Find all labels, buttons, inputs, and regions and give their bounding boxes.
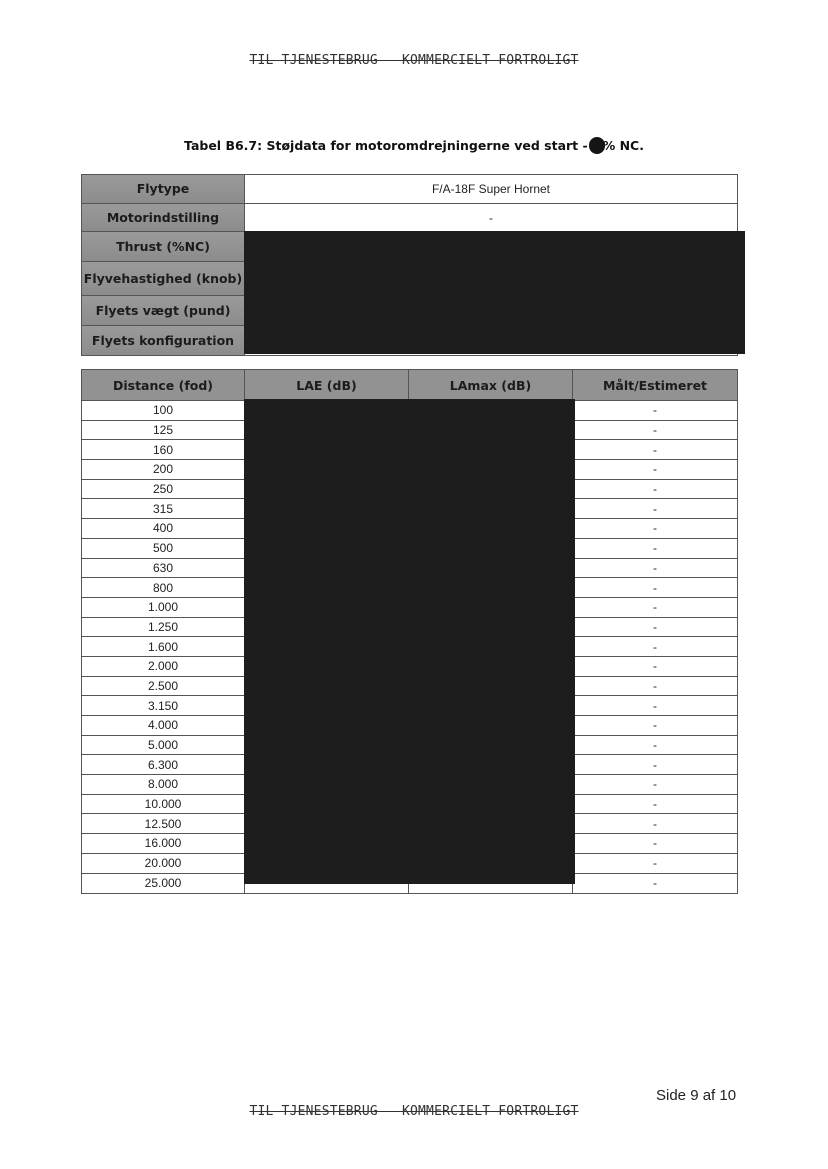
aircraft-info-value: - bbox=[489, 210, 493, 225]
measured-cell: - bbox=[653, 738, 657, 753]
aircraft-info-label: Flyvehastighed (knob) bbox=[82, 262, 245, 295]
redaction-block-aircraft bbox=[244, 231, 745, 354]
aircraft-info-label: Flyets vægt (pund) bbox=[82, 296, 245, 325]
distance-cell: 8.000 bbox=[82, 775, 245, 794]
measured-cell: - bbox=[653, 580, 657, 595]
measured-cell: - bbox=[653, 718, 657, 733]
table-title-text: Tabel B6.7: Støjdata for motoromdrejningerne ved start - bbox=[184, 138, 588, 153]
distance-cell: 3.150 bbox=[82, 696, 245, 715]
distance-cell: 10.000 bbox=[82, 795, 245, 814]
measured-cell: - bbox=[653, 876, 657, 891]
measured-cell: - bbox=[653, 462, 657, 477]
distance-cell: 250 bbox=[82, 480, 245, 499]
distance-cell: 6.300 bbox=[82, 755, 245, 774]
page-number: Side 9 af 10 bbox=[656, 1087, 737, 1104]
table-title-suffix: % NC. bbox=[602, 138, 644, 153]
measured-cell: - bbox=[653, 797, 657, 812]
distance-cell: 400 bbox=[82, 519, 245, 538]
aircraft-info-row bbox=[82, 175, 737, 204]
distance-cell: 500 bbox=[82, 539, 245, 558]
distance-cell: 25.000 bbox=[82, 874, 245, 894]
distance-cell: 200 bbox=[82, 460, 245, 479]
measured-cell: - bbox=[653, 600, 657, 615]
distance-cell: 2.500 bbox=[82, 677, 245, 696]
measured-cell: - bbox=[653, 678, 657, 693]
distance-cell: 100 bbox=[82, 401, 245, 420]
header-lamax: LAmax (dB) bbox=[409, 370, 573, 400]
aircraft-info-row bbox=[82, 204, 737, 232]
distance-cell: 12.500 bbox=[82, 814, 245, 833]
measured-cell: - bbox=[653, 757, 657, 772]
measured-cell: - bbox=[653, 816, 657, 831]
measured-cell: - bbox=[653, 698, 657, 713]
measured-cell: - bbox=[653, 541, 657, 556]
table-title bbox=[0, 137, 828, 154]
aircraft-info-label: Thrust (%NC) bbox=[82, 232, 245, 261]
distance-cell: 1.600 bbox=[82, 637, 245, 656]
distance-cell: 16.000 bbox=[82, 834, 245, 853]
distance-cell: 315 bbox=[82, 499, 245, 518]
measured-cell: - bbox=[653, 521, 657, 536]
measured-cell: - bbox=[653, 482, 657, 497]
aircraft-info-label: Flyets konfiguration bbox=[82, 326, 245, 355]
measured-cell: - bbox=[653, 560, 657, 575]
measured-cell: - bbox=[653, 501, 657, 516]
measured-cell: - bbox=[653, 639, 657, 654]
aircraft-info-label: Flytype bbox=[82, 175, 245, 203]
distance-cell: 5.000 bbox=[82, 736, 245, 755]
header-measured-estimated: Målt/Estimeret bbox=[602, 377, 708, 393]
measured-cell: - bbox=[653, 856, 657, 871]
header-distance: Distance (fod) bbox=[82, 370, 245, 400]
distance-cell: 800 bbox=[82, 578, 245, 597]
footer-confidential-stamp: TIL TJENESTEBRUG – KOMMERCIELT FORTROLIGT bbox=[249, 1104, 579, 1119]
measured-cell: - bbox=[653, 619, 657, 634]
measured-cell: - bbox=[653, 423, 657, 438]
measured-cell: - bbox=[653, 442, 657, 457]
distance-cell: 630 bbox=[82, 559, 245, 578]
measured-cell: - bbox=[653, 403, 657, 418]
distance-cell: 125 bbox=[82, 421, 245, 440]
distance-cell: 2.000 bbox=[82, 657, 245, 676]
distance-cell: 1.000 bbox=[82, 598, 245, 617]
measured-cell: - bbox=[653, 659, 657, 674]
distance-cell: 160 bbox=[82, 440, 245, 459]
header-lae: LAE (dB) bbox=[245, 370, 409, 400]
distance-cell: 1.250 bbox=[82, 618, 245, 637]
aircraft-info-label: Motorindstilling bbox=[82, 204, 245, 231]
distance-cell: 4.000 bbox=[82, 716, 245, 735]
header-confidential-stamp: TIL TJENESTEBRUG – KOMMERCIELT FORTROLIGT bbox=[249, 53, 579, 68]
aircraft-info-value: F/A-18F Super Hornet bbox=[431, 182, 551, 196]
redaction-block-noise-values bbox=[244, 399, 575, 884]
measured-cell: - bbox=[653, 777, 657, 792]
measured-cell: - bbox=[653, 836, 657, 851]
noise-table-header bbox=[82, 370, 737, 401]
distance-cell: 20.000 bbox=[82, 854, 245, 873]
